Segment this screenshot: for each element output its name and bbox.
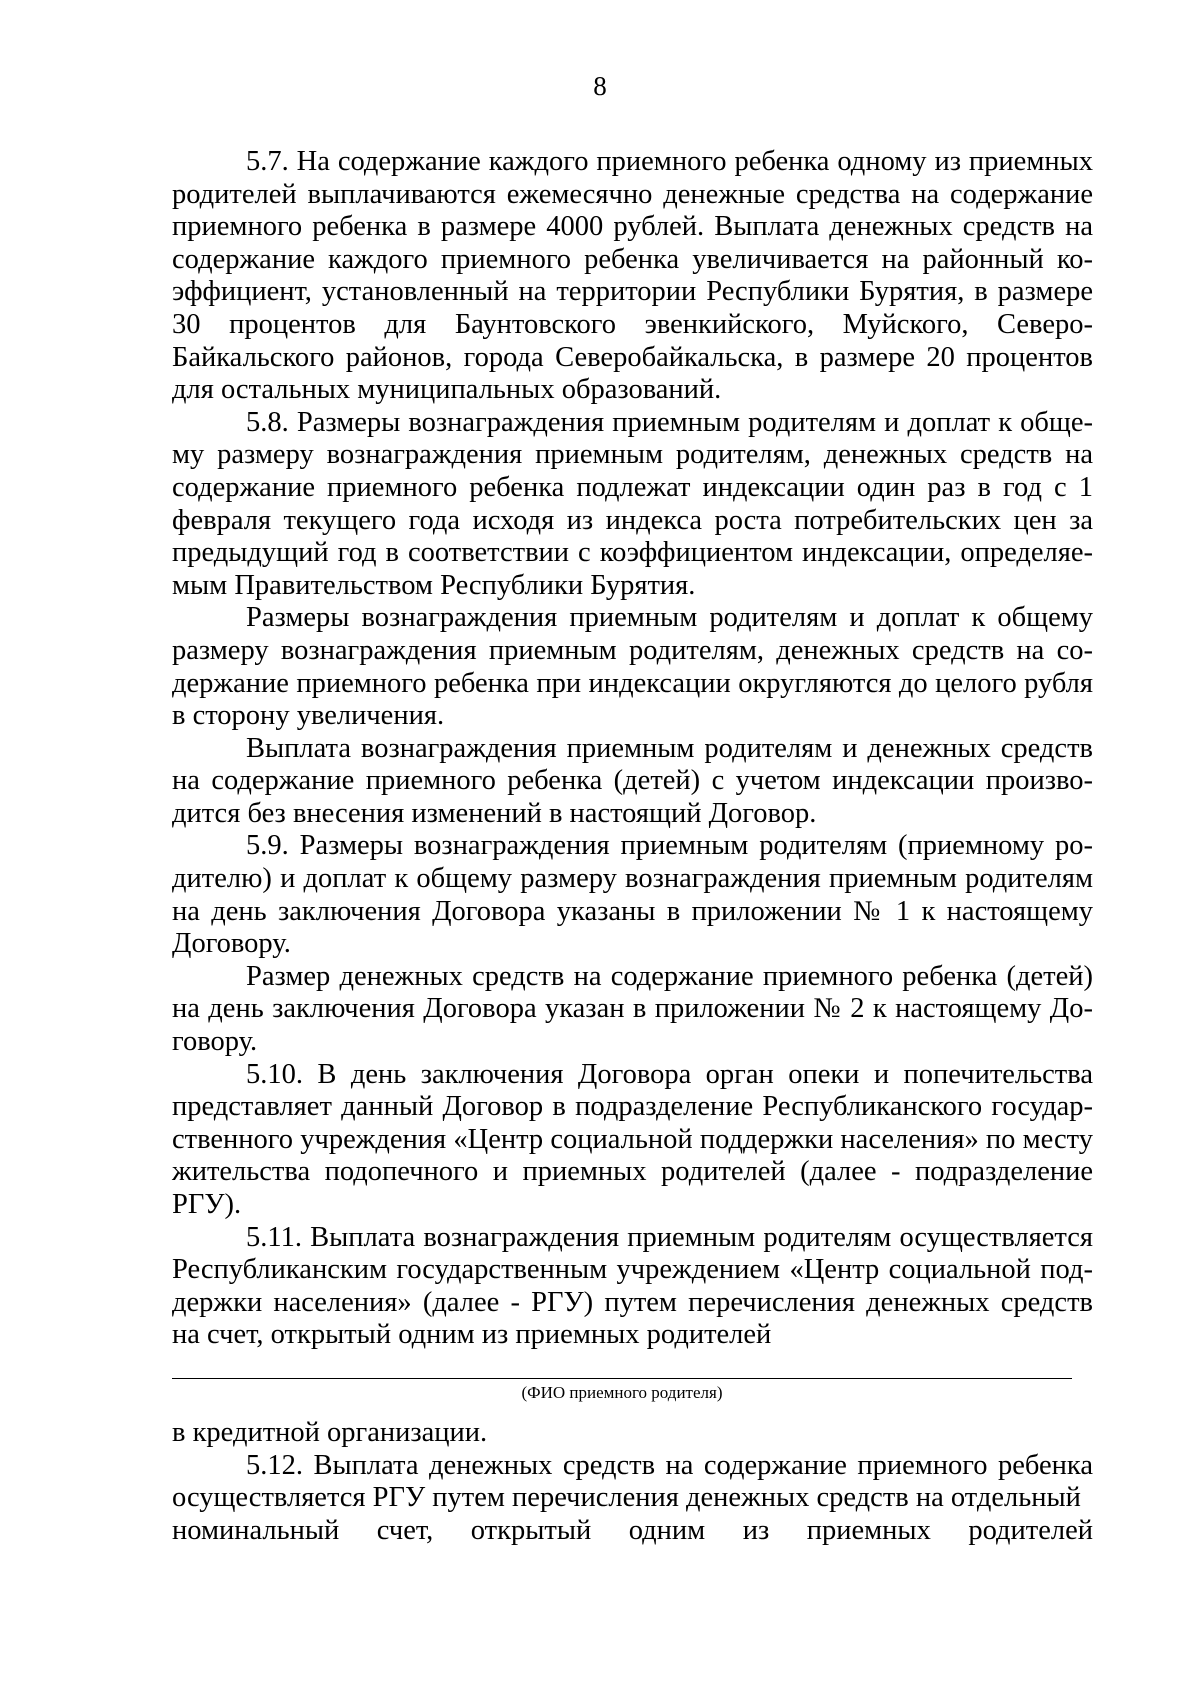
paragraph-5-8-indexation-payment: Выплата вознаграждения приемным родителям и денежных средств на содержание приемного ребенка (детей) с учетом индексации производится без внесения изменений в настоящий Договор.: [172, 732, 1093, 829]
fio-signature-field: [172, 1378, 1093, 1405]
paragraph-5-11-continuation: в кредитной организации.: [172, 1416, 488, 1448]
document-body: [172, 146, 1093, 1547]
paragraph-5-11: 5.11. Выплата вознаграждения приемным родителям осуществляется Республиканским государственным учреждением «Центр социальной поддержки населения» (далее - РГУ) путем перечисления денежных средств на счет, открытый одним из приемных родителей: [172, 1221, 1093, 1351]
paragraph-5-8: 5.8. Размеры вознаграждения приемным родителям и доплат к общему размеру вознаграждения приемным родителям, денежных средств на содержание приемного ребенка подлежат индексации один раз в год с 1 февраля текущего года исходя из индекса роста потребительских цен за предыдущий год в соответствии с коэффициентом индексации, определяемым Правительством Республики Бурятия.: [172, 406, 1093, 601]
fio-underline: [172, 1378, 1072, 1379]
page-number: 8: [593, 71, 607, 101]
paragraph-5-8-rounding: Размеры вознаграждения приемным родителям и доплат к общему размеру вознаграждения приемным родителям, денежных средств на содержание приемного ребенка при индексации округляются до целого рубля в сторону увеличения.: [172, 602, 1093, 732]
paragraph-5-10: 5.10. В день заключения Договора орган опеки и попечительства представляет данный Договор в подразделение Республиканского государственного учреждения «Центр социальной поддержки населения» по месту жительства подопечного и приемных родителей (далее - подразделение РГУ).: [172, 1058, 1093, 1220]
paragraph-5-9: 5.9. Размеры вознаграждения приемным родителям (приемному родителю) и доплат к общему размеру вознаграждения приемным родителям на день заключения Договора указаны в приложении № 1 к настоящему Договору.: [172, 830, 1093, 960]
paragraph-5-7: 5.7. На содержание каждого приемного ребенка одному из приемных родителей выплачиваются ежемесячно денежные средства на содержание приемного ребенка в размере 4000 рублей. Выплата денежных средств на содержание каждого приемного ребенка увеличивается на районный коэффициент, установленный на территории Республики Бурятия, в размере 30 процентов для Баунтовского эвенкийского, Муйского, Северо-Байкальского районов, города Северобайкальска, в размере 20 процентов для остальных муниципальных образований.: [172, 146, 1093, 406]
paragraph-5-12: 5.12. Выплата денежных средств на содержание приемного ребенка осуществляется РГУ путем перечисления денежных средств на отдельный: [172, 1449, 1093, 1514]
paragraph-5-12-last-line: номинальный счет, открытый одним из приемных родителей: [172, 1514, 1093, 1546]
fio-caption: (ФИО приемного родителя): [521, 1382, 723, 1402]
paragraph-5-9-appendix-2: Размер денежных средств на содержание приемного ребенка (детей) на день заключения Договора указан в приложении № 2 к настоящему Договору.: [172, 960, 1093, 1058]
